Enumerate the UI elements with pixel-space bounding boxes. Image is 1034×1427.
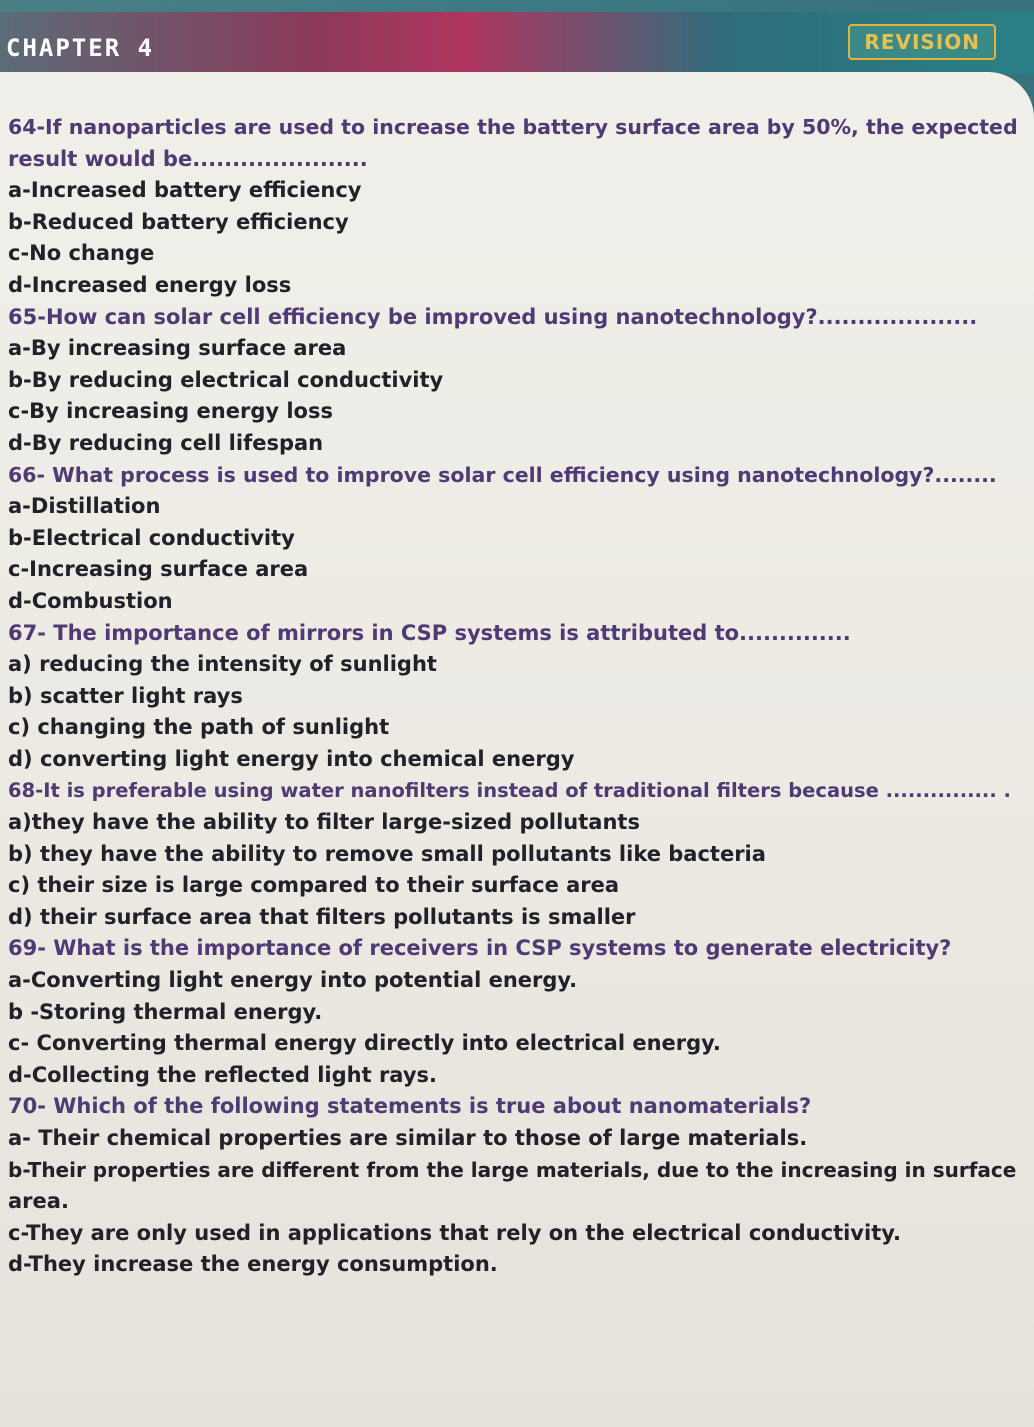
- question-66: [8, 460, 1008, 618]
- answer-option: a)they have the ability to filter large-sized pollutants: [8, 810, 640, 835]
- answer-option: d-By reducing cell lifespan: [8, 430, 324, 455]
- answer-option: a- Their chemical properties are similar to those of large materials.: [8, 1126, 808, 1150]
- answer-option: b -Storing thermal energy.: [8, 999, 323, 1024]
- answer-option: d) converting light energy into chemical energy: [8, 746, 575, 771]
- answer-option: d-They increase the energy consumption.: [8, 1252, 498, 1277]
- answer-option: b-Reduced battery efficiency: [8, 209, 349, 234]
- answer-option: b) scatter light rays: [8, 683, 243, 708]
- answer-option: c) changing the path of sunlight: [8, 715, 390, 740]
- question-text: 64-If nanoparticles are used to increase the battery surface area by 50%, the expected: [8, 115, 1018, 139]
- question-65: [8, 302, 1008, 460]
- answer-option: a) reducing the intensity of sunlight: [8, 652, 437, 677]
- question-70: [8, 1091, 1017, 1281]
- question-67: [8, 618, 1008, 776]
- question-69: [8, 933, 1008, 1091]
- question-text: 66- What process is used to improve solar cell efficiency using nanotechnology?........: [8, 462, 997, 487]
- answer-option: area.: [8, 1189, 69, 1214]
- question-text: 65-How can solar cell efficiency be improved using nanotechnology?....................: [8, 304, 978, 329]
- answer-option: b-Electrical conductivity: [8, 525, 295, 550]
- answer-option: a-Increased battery efficiency: [8, 178, 362, 203]
- question-text: 69- What is the importance of receivers in CSP systems to generate electricity?: [8, 936, 952, 961]
- answer-option: d) their surface area that filters pollutants is smaller: [8, 904, 636, 929]
- answer-option: c- Converting thermal energy directly into electrical energy.: [8, 1031, 721, 1056]
- answer-option: c-Increasing surface area: [8, 557, 309, 582]
- answer-option: c-They are only used in applications that rely on the electrical conductivity.: [8, 1220, 901, 1245]
- answer-option: d-Combustion: [8, 588, 173, 613]
- answer-option: a-Distillation: [8, 494, 161, 519]
- answer-option: b-Their properties are different from the large materials, due to the increasing in surface: [8, 1157, 1017, 1182]
- answer-option: d-Collecting the reflected light rays.: [8, 1062, 438, 1087]
- question-text: 67- The importance of mirrors in CSP systems is attributed to..............: [8, 620, 851, 645]
- revision-badge: REVISION: [848, 24, 996, 60]
- answer-option: c-No change: [8, 241, 155, 266]
- answer-option: a-Converting light energy into potential energy.: [8, 968, 578, 993]
- question-68: [8, 775, 1011, 933]
- answer-option: a-By increasing surface area: [8, 336, 347, 361]
- answer-option: b) they have the ability to remove small pollutants like bacteria: [8, 841, 766, 866]
- answer-option: c) their size is large compared to their surface area: [8, 873, 620, 898]
- answer-option: b-By reducing electrical conductivity: [8, 367, 444, 392]
- question-text: 68-It is preferable using water nanofilters instead of traditional filters because ............... .: [8, 779, 1011, 803]
- answer-option: c-By increasing energy loss: [8, 399, 333, 424]
- answer-option: d-Increased energy loss: [8, 272, 292, 297]
- question-list: [8, 112, 1018, 1281]
- chapter-title: CHAPTER 4: [6, 34, 155, 62]
- question-text: result would be......................: [8, 146, 368, 171]
- question-64: [8, 112, 1018, 302]
- question-text: 70- Which of the following statements is true about nanomaterials?: [8, 1094, 812, 1119]
